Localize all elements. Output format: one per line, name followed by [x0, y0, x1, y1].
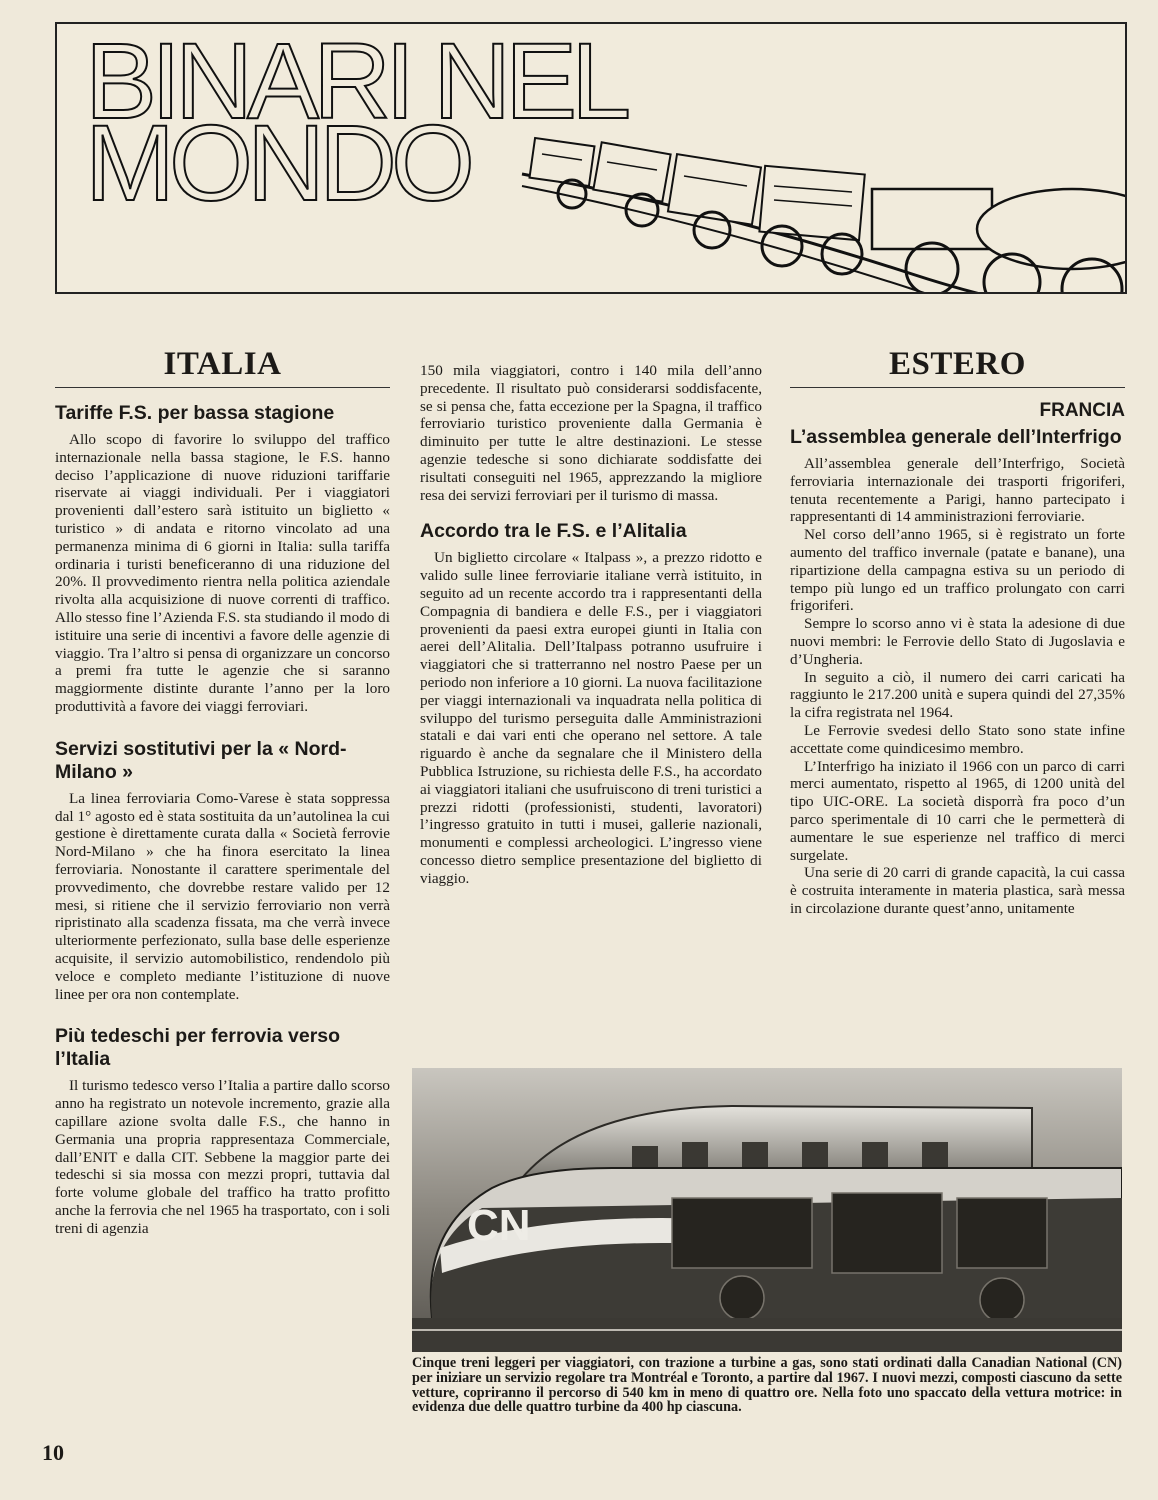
steam-train-illustration — [512, 134, 1127, 294]
article-continuation: 150 mila viaggiatori, contro i 140 mila dell’anno precedente. Il risultato può considerarsi soddisfacente, se si pensa che, fatta eccezione per la Spagna, il traffico ferroviario turistico proveniente dalla Germania è diminuito per tutte le altre destinazioni. Le stesse agenzie tedesche si sono dichiarate soddisfatte dei risultati conseguiti nel 1965, apprezzando la migliore resa dei servizi ferroviari per il turismo di massa. — [420, 362, 762, 504]
article-title: Tariffe F.S. per bassa stagione — [55, 402, 335, 424]
article-body: Il turismo tedesco verso l’Italia a partire dallo scorso anno ha registrato un notevole incremento, grazie alla capillare azione svolta dalle F.S., che hanno in Germania una propria rappresentaza Commerciale, dall’ENIT e dalla CIT. Sebbene la maggior parte dei tedeschi si sia mossa con mezzi propri, tuttavia dal forte volume globale del traffico ha tratto profitto anche la ferrovia che nel 1965 ha trasportato, con i soli treni di agenzia — [55, 1077, 390, 1237]
article-title: Più tedeschi per ferrovia verso l’Italia — [55, 1025, 341, 1071]
paragraph: In seguito a ciò, il numero dei carri caricati ha raggiunto le 217.200 unità e supera quindi del 27,35% la cifra registrata nel 1964. — [790, 668, 1125, 722]
column-middle — [420, 362, 762, 888]
photo-image — [412, 1068, 1122, 1352]
paragraph: Nel corso dell’anno 1965, si è registrato un forte aumento del traffico invernale (patate e banane), una ripartizione della campagna estiva su un periodo di tempo più lungo ed un traffico prolungato con carri frigoriferi. — [790, 526, 1125, 615]
article-body: La linea ferroviaria Como-Varese è stata soppressa dal 1° agosto ed è stata sostituita da un’autolinea la cui gestione è direttamente curata dalla « Società ferrovie Nord-Milano » che ha finora esercitato la linea ferroviaria. Nonostante il carattere sperimentale del provvedimento, che dovrebbe restare valido per 12 mesi, si ritiene che il servizio ferroviario non verrà ripristinato alla scadenza fissata, ma che verrà invece ulteriormente perfezionato, sulla base delle esperienze acquisite, il servizio automobilistico, rendendolo più veloce e completo mediante l’istituzione di nuove linee per ora non contemplate. — [55, 789, 390, 1003]
article-title: Accordo tra le F.S. e l’Alitalia — [420, 520, 687, 543]
header-banner — [55, 22, 1127, 294]
article-title: Servizi sostitutivi per la « Nord-Milano » — [55, 737, 347, 783]
column-italia — [55, 340, 390, 1237]
article-title: L’assemblea generale dell’Interfrigo — [790, 426, 1122, 448]
article-nord-milano — [55, 738, 390, 1004]
page-number: 10 — [42, 1440, 64, 1465]
section-heading-italia: ITALIA — [55, 340, 390, 388]
article-body: Un biglietto circolare « Italpass », a prezzo ridotto e valido sulle linee ferroviarie italiane verrà istituito, in seguito ad un recente accordo tra i rappresentanti della Compagnia di bandiera e delle F.S., per i viaggiatori provenienti da paesi extra europei giunti in Italia con aerei dell’Alitalia. Dell’Italpass potranno usufruire i viaggiatori che si tratterranno nel nostro Paese per un periodo non inferiore a 10 giorni. La nuova facilitazione per viaggi internazionali va inquadrata nella politica di sviluppo del turismo perseguita dalle Amministrazioni statali e dai vari enti che operano nel settore. A tale riguardo è anche da segnalare che il Ministero della Pubblica Istruzione, su richiesta delle F.S., ha accordato ai viaggiatori italiani che usufruiscono di treni turistici a prezzi ridotti (professionisti, studenti, lavoratori) l’ingresso gratuito in tutti i musei, gallerie nazionali, monumenti e complessi archeologici. L’ingresso viene concesso dietro semplice presentazione del biglietto di viaggio. — [420, 549, 763, 887]
cn-logo-text: CN — [467, 1201, 531, 1250]
photo-caption: Cinque treni leggeri per viaggiatori, con trazione a turbine a gas, sono stati ordinati dalla Canadian National (CN) per iniziare un servizio regolare tra Montréal e Toronto, a partire dal 1967. I nuovi mezzi, composti ciascuno da sette vetture, copriranno il percorso di 540 km in meno di quattro ore. Nella foto uno spaccato della vettura motrice: in evidenza due delle quattro turbine da 400 hp ciascuna. — [412, 1355, 1122, 1416]
train-cutaway-photo — [412, 1068, 1122, 1352]
article-tedeschi — [55, 1025, 390, 1237]
country-label: FRANCIA — [1039, 400, 1125, 421]
paragraph: All’assemblea generale dell’Interfrigo, Società ferroviaria internazionale dei trasporti frigoriferi, tenuta recentemente a Parigi, hanno partecipato i rappresentanti di 14 amministrazioni ferroviarie. — [790, 455, 1125, 526]
article-body — [790, 455, 1125, 918]
section-heading-estero: ESTERO — [790, 340, 1125, 388]
paragraph: L’Interfrigo ha iniziato il 1966 con un parco di carri merci aumentato, rispetto al 1965, di 1200 unità del tipo UIC-ORE. La società disporrà fra poco d’un parco sperimentale di 10 carri che le permetterà di aumentare le sue esperienze nel traffico di merci surgelate. — [790, 757, 1125, 864]
column-estero — [790, 340, 1125, 918]
paragraph: Sempre lo scorso anno vi è stata la adesione di due nuovi membri: le Ferrovie dello Stato di Jugoslavia e d’Ungheria. — [790, 615, 1125, 668]
paragraph: Le Ferrovie svedesi dello Stato sono state infine accettate come quindicesimo membro. — [790, 721, 1125, 757]
paragraph: Una serie di 20 carri di grande capacità, la cui cassa è costruita interamente in materia plastica, sarà messa in circolazione durante quest’anno, unitamente — [790, 864, 1125, 917]
article-body: Allo scopo di favorire lo sviluppo del traffico internazionale nella bassa stagione, le F.S. hanno deciso l’applicazione di nuove riduzioni tariffarie riservate ai viaggi individuali. Per i viaggiatori provenienti dall’estero sarà istituito un biglietto « turistico » di andata e ritorno vincolato ad una permanenza minima di 6 giorni in Italia: sulla tariffa ordinaria i turisti beneficeranno di una riduzione del 20%. Il provvedimento rientra nella politica aziendale rivolta alla acquisizione di nuove correnti di traffico. Allo stesso fine l’Azienda F.S. sta studiando il modo di istituire una serie di incentivi a favore delle agenzie di viaggio. Tra l’altro si pensa di organizzare un concorso a premi fra tutte le agenzie che si saranno maggiormente distinte durante l’anno per la loro produttività a favore dei viaggi ferroviari. — [55, 431, 390, 715]
article-tariffe — [55, 402, 390, 716]
page-title: BINARI NEL MONDO — [85, 22, 626, 223]
article-alitalia — [420, 520, 762, 887]
